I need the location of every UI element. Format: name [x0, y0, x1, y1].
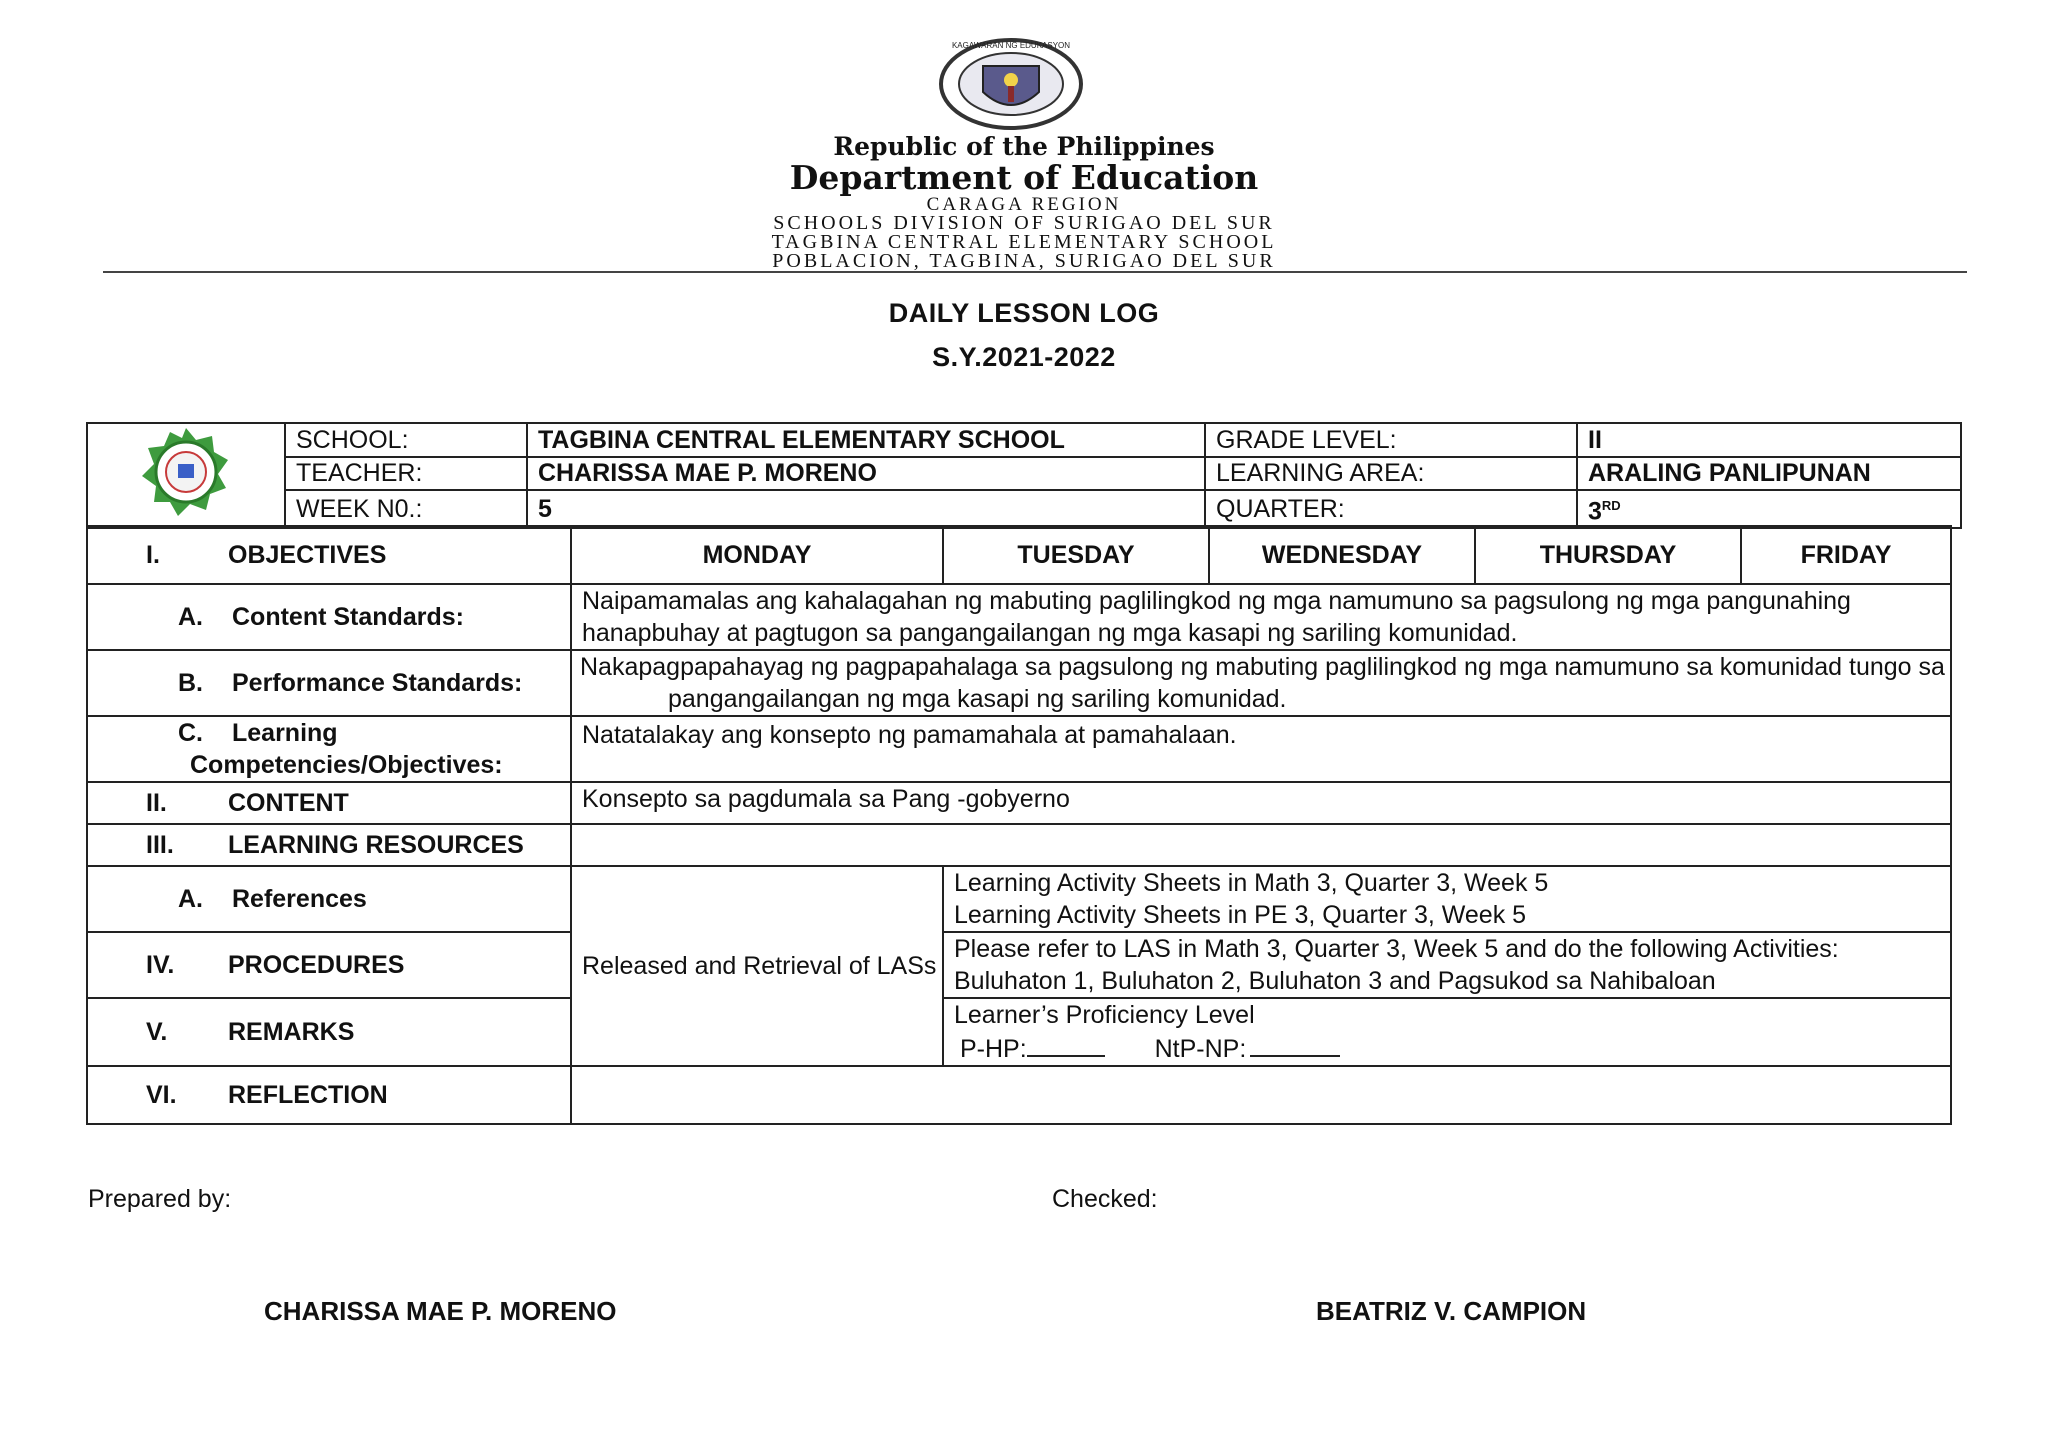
quarter-value: 3RD	[1577, 490, 1961, 528]
school-line: TAGBINA CENTRAL ELEMENTARY SCHOOL	[771, 231, 1277, 253]
day-header-tuesday: TUESDAY	[943, 526, 1209, 584]
deped-seal-icon	[936, 36, 1086, 132]
grade-value: II	[1577, 423, 1961, 457]
area-label: LEARNING AREA:	[1205, 457, 1577, 491]
procedures-label: IV. PROCEDURES	[87, 932, 571, 998]
quarter-sup: RD	[1601, 498, 1621, 514]
teacher-label: TEACHER:	[285, 457, 527, 491]
region-line: CARAGA REGION	[926, 194, 1122, 215]
week-value: 5	[527, 490, 1205, 528]
republic-line: Republic of the Philippines	[833, 132, 1215, 161]
quarter-label: QUARTER:	[1205, 490, 1577, 528]
teacher-value: CHARISSA MAE P. MORENO	[527, 457, 1205, 491]
competencies-text: Natatalakay ang konsepto ng pamamahala at pamahalaan.	[571, 716, 1951, 782]
performance-line-2: pangangailangan ng mga kasapi ng sariling komunidad.	[668, 685, 1287, 713]
objectives-header: I. OBJECTIVES	[87, 526, 571, 584]
content-standards-label: A. Content Standards:	[87, 584, 571, 650]
content-standards-text: Naipamamalas ang kahalagahan ng mabuting paglilingkod ng mga namumuno sa pagsulong ng mga pangunahing hanapbuhay at pagtugon sa pangangailangan ng mga kasapi ng sariling komunidad.	[571, 584, 1951, 650]
reflection-label: VI. REFLECTION	[87, 1066, 571, 1124]
reflection-cell	[571, 1066, 1951, 1124]
performance-line-1: Nakapagpapahayag ng pagpapahalaga sa pagsulong ng mabuting paglilingkod ng mga namumuno sa komunidad tungo sa	[580, 653, 1945, 681]
division-line: SCHOOLS DIVISION OF SURIGAO DEL SUR	[773, 212, 1275, 234]
references-text	[943, 866, 1951, 932]
remarks-line-1: Learner’s Proficiency Level	[954, 1001, 1255, 1029]
remarks-text	[943, 998, 1951, 1066]
checked-by-name: BEATRIZ V. CAMPION	[1316, 1296, 1587, 1326]
remarks-ntp: NtP-NP:	[1154, 1035, 1247, 1063]
prepared-by-label: Prepared by:	[88, 1185, 232, 1213]
procedures-line-2: Buluhaton 1, Buluhaton 2, Buluhaton 3 and Pagsukod sa Nahibaloan	[954, 967, 1716, 995]
week-label: WEEK N0.:	[285, 490, 527, 528]
seal-label: KAGAWARAN NG EDUKASYON	[951, 41, 1071, 50]
references-label: A. References	[87, 866, 571, 932]
released-retrieval-cell: Released and Retrieval of LASs	[571, 866, 943, 1066]
checked-label: Checked:	[1052, 1185, 1158, 1213]
day-header-wednesday: WEDNESDAY	[1209, 526, 1475, 584]
lesson-table	[86, 525, 1952, 1125]
content-text: Konsepto sa pagdumala sa Pang -gobyerno	[571, 782, 1951, 824]
school-label: SCHOOL:	[285, 423, 527, 457]
department-line: Department of Education	[789, 158, 1259, 197]
grade-label: GRADE LEVEL:	[1205, 423, 1577, 457]
address-line: POBLACION, TAGBINA, SURIGAO DEL SUR	[772, 250, 1276, 272]
prepared-by-name: CHARISSA MAE P. MORENO	[264, 1296, 617, 1326]
procedures-line-1: Please refer to LAS in Math 3, Quarter 3, Week 5 and do the following Activities:	[954, 935, 1839, 963]
school-logo-icon	[138, 424, 234, 520]
competencies-label: C. Learning Competencies/Objectives:	[87, 716, 571, 782]
performance-standards-label: B. Performance Standards:	[87, 650, 571, 716]
learning-resources-cell	[571, 824, 1951, 866]
performance-standards-text	[571, 650, 1951, 716]
school-logo-cell	[87, 423, 285, 528]
day-header-friday: FRIDAY	[1741, 526, 1951, 584]
php-blank	[1027, 1031, 1105, 1057]
page-title: DAILY LESSON LOG	[888, 298, 1160, 328]
area-value: ARALING PANLIPUNAN	[1577, 457, 1961, 491]
ntp-blank	[1250, 1031, 1340, 1057]
day-header-thursday: THURSDAY	[1475, 526, 1741, 584]
remarks-label: V. REMARKS	[87, 998, 571, 1066]
learning-resources-label: III. LEARNING RESOURCES	[87, 824, 571, 866]
references-line-1: Learning Activity Sheets in Math 3, Quarter 3, Week 5	[954, 869, 1549, 897]
references-line-2: Learning Activity Sheets in PE 3, Quarter 3, Week 5	[954, 901, 1527, 929]
school-value: TAGBINA CENTRAL ELEMENTARY SCHOOL	[527, 423, 1205, 457]
day-header-monday: MONDAY	[571, 526, 943, 584]
header-divider	[103, 271, 1967, 273]
procedures-text	[943, 932, 1951, 998]
content-label: II. CONTENT	[87, 782, 571, 824]
info-table	[86, 422, 1962, 529]
remarks-php: P-HP:	[960, 1035, 1027, 1063]
school-year: S.Y.2021-2022	[932, 342, 1116, 372]
